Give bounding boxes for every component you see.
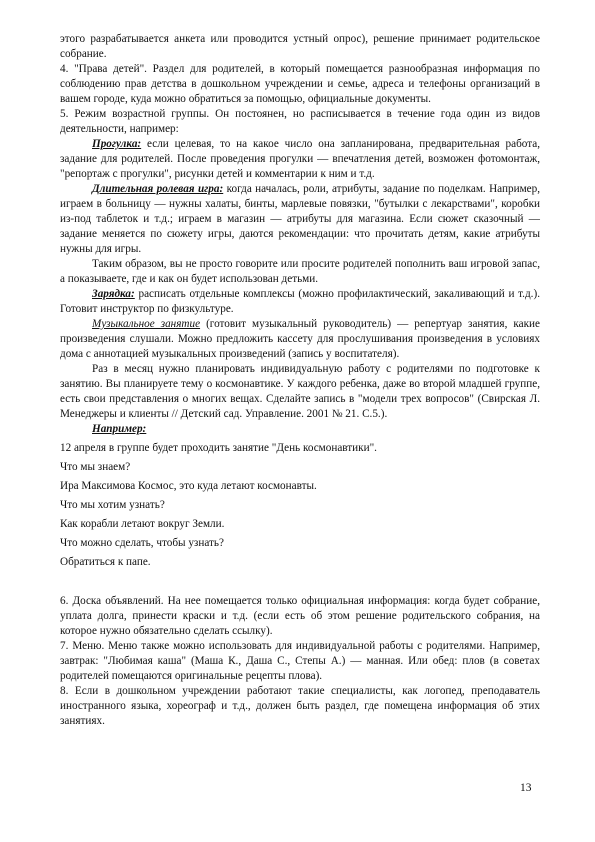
list-item: Что можно сделать, чтобы узнать?	[60, 537, 224, 549]
paragraph: этого разрабатывается анкета или проводится устный опрос), решение принимает родительское собрание.	[60, 33, 540, 60]
spacer	[60, 572, 540, 594]
section-label: Прогулка:	[92, 138, 142, 150]
paragraph: 6. Доска объявлений. На нее помещается только официальная информация: когда будет собрание, уплата долга, принести краски и т.д. (если есть об этом решение родительского собрания, на которое нужно обязательно сделать ссылку).	[60, 595, 540, 637]
paragraph: 7. Меню. Меню также можно использовать для индивидуальной работы с родителями. Например, завтрак: "Любимая каша" (Маша К., Даша С., Степы А.) — манная. Или обед: плов (в советах родителей помещаются оригинальные рецепты плова).	[60, 640, 540, 682]
paragraph-text: (готовит музыкальный руководитель) — репертуар занятия, какие произведения слушали. Можно предложить кассету для прослушивания произведения в условиях дома с аннотацией музыкальных произведений (запись у воспитателя).	[60, 318, 540, 360]
page-number: 13	[520, 782, 532, 794]
list-item: Что мы знаем?	[60, 461, 131, 473]
section-label: Например:	[92, 423, 147, 435]
section-label: Длительная ролевая игра:	[92, 183, 224, 195]
paragraph	[60, 317, 540, 362]
document-body	[60, 32, 540, 729]
paragraph: Раз в месяц нужно планировать индивидуальную работу с родителями по подготовке к занятию. Вы планируете тему о космонавтике. У каждого ребенка, даже во второй младшей группе, есть свои представления о многих вещах. Сделайте запись в "модели трех вопросов" (Свирская Л. Менеджеры и клиенты // Детский сад. Управление. 2001 № 21. С.5.).	[60, 363, 540, 420]
list-item: Обратиться к папе.	[60, 556, 151, 568]
paragraph-text: расписать отдельные комплексы (можно профилактический, закаливающий и т.д.). Готовит инструктор по физкультуре.	[60, 288, 540, 315]
list-item: Что мы хотим узнать?	[60, 499, 165, 511]
paragraph	[60, 287, 540, 317]
list-item: 12 апреля в группе будет проходить занятие "День космонавтики".	[60, 442, 377, 454]
list-item: Ира Максимова Космос, это куда летают космонавты.	[60, 480, 317, 492]
list-item: Как корабли летают вокруг Земли.	[60, 518, 225, 530]
paragraph: 8. Если в дошкольном учреждении работают такие специалисты, как логопед, преподаватель иностранного языка, хореограф и т.д., должен быть раздел, где помещена информация об этих занятиях.	[60, 685, 540, 727]
paragraph	[60, 137, 540, 182]
paragraph-text: когда началась, роли, атрибуты, задание по поделкам. Например, играем в больницу — нужны халаты, бинты, марлевые повязки, "бутылки с лекарствами", коробки из-под таблеток и т.д.; играем в магазин — атрибуты для магазина. Если сюжет сказочный — задание меняется по сюжету игры, даются рекомендации: что прочитать детям, какие атрибуты нужны для игры.	[60, 183, 540, 255]
paragraph-text: если целевая, то на какое число она запланирована, предварительная работа, задание для родителей. После проведения прогулки — впечатления детей, возможен фотомонтаж, "репортаж с прогулки", рисунки детей и комментарии к ним и т.д.	[60, 138, 540, 180]
question-list	[60, 439, 540, 572]
section-label: Зарядка:	[92, 288, 135, 300]
paragraph: 5. Режим возрастной группы. Он постоянен, но расписывается в течение года один из видов деятельности, например:	[60, 108, 540, 135]
paragraph: 4. "Права детей". Раздел для родителей, в который помещается разнообразная информация по соблюдению прав детства в дошкольном учреждении и семье, адреса и телефоны организаций в вашем городе, куда можно обратиться за помощью, официальные документы.	[60, 63, 540, 105]
section-label: Музыкальное занятие	[92, 318, 201, 330]
paragraph	[60, 182, 540, 257]
paragraph	[60, 422, 540, 437]
paragraph: Таким образом, вы не просто говорите или просите родителей пополнить ваш игровой запас, а показываете, где и как он будет использован детьми.	[60, 258, 540, 285]
